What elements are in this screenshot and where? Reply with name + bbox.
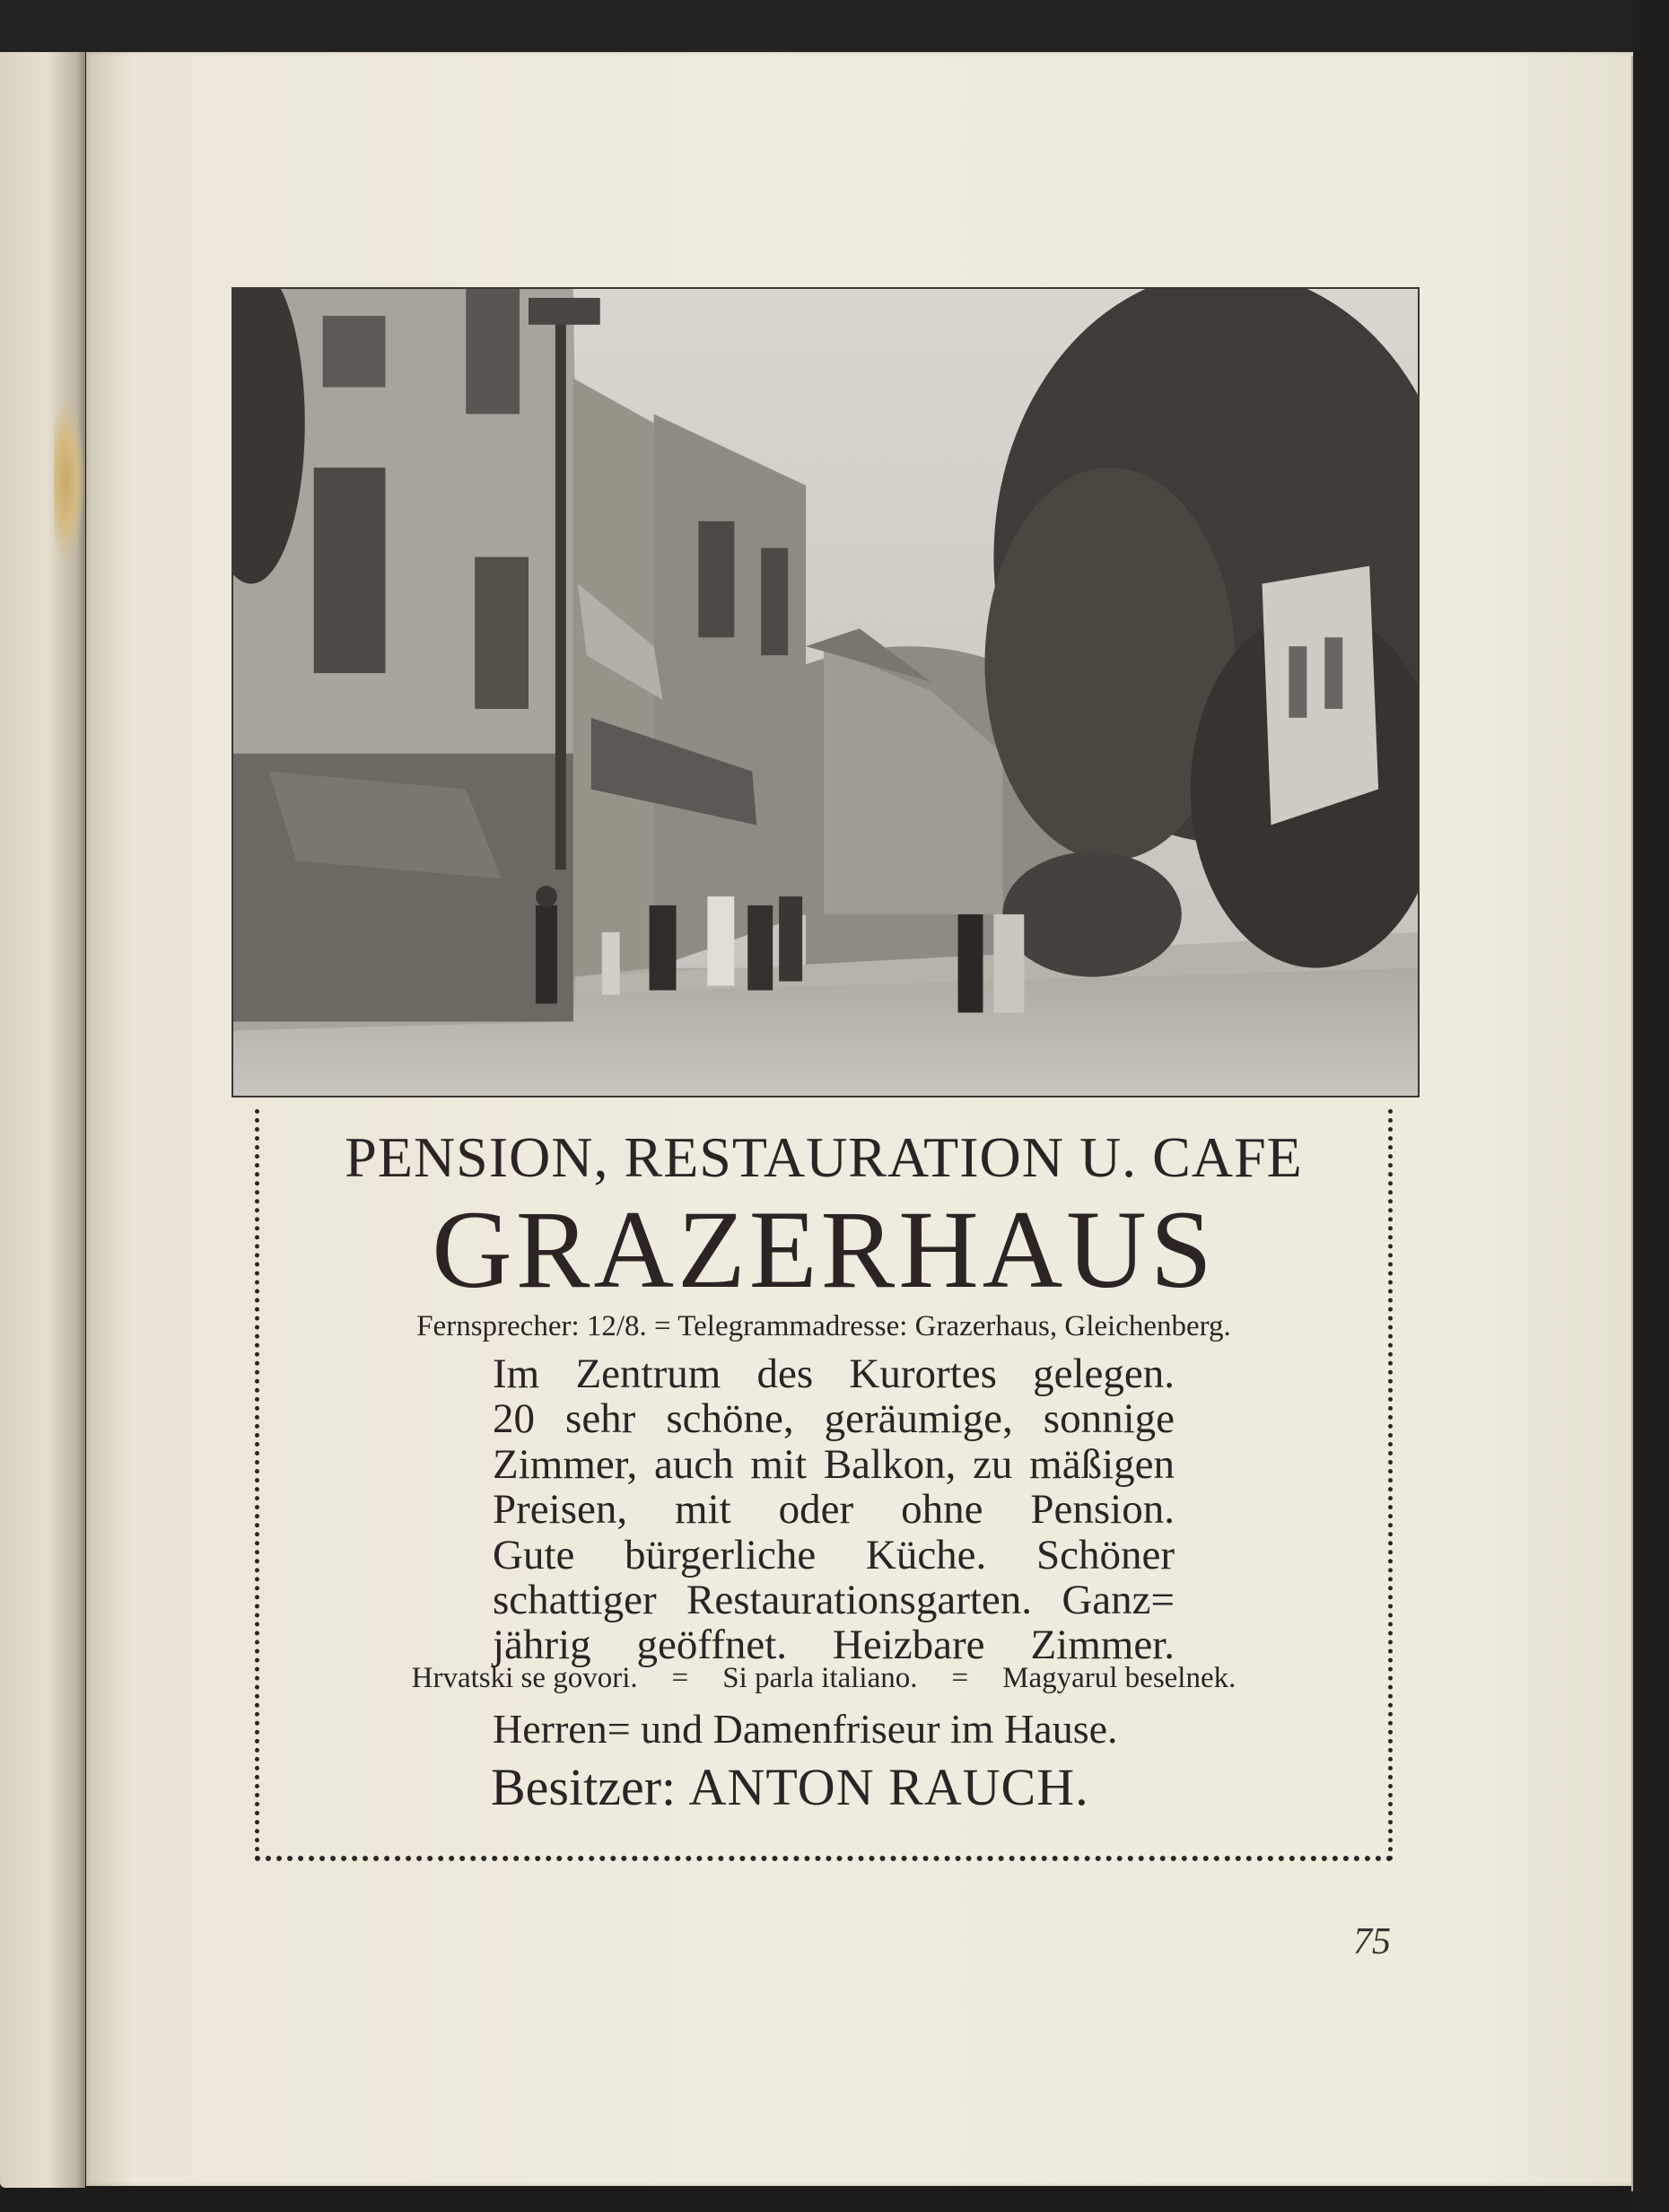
language-croatian: Hrvatski se govori. (411, 1662, 638, 1694)
advert-business-name: GRAZERHAUS (432, 1188, 1216, 1311)
description-line: 20 sehr schöne, geräumige, sonnige (493, 1395, 1175, 1443)
language-italian: Si parla italiano. (722, 1662, 918, 1694)
language-hungarian: Magyarul beselnek. (1002, 1662, 1236, 1694)
description-line: schattiger Restaurationsgarten. Ganz= (493, 1577, 1175, 1624)
owner-label: Besitzer: (491, 1758, 677, 1816)
description-line: jährig geöffnet. Heizbare Zimmer. (493, 1622, 1175, 1669)
languages-line (259, 1662, 1388, 1695)
description-line: Gute bürgerliche Küche. Schöner (493, 1531, 1175, 1578)
page-number: 75 (1353, 1921, 1391, 1963)
separator: = (671, 1662, 689, 1694)
hairdresser-line: Herren= und Damenfriseur im Hause. (493, 1706, 1118, 1752)
advert-contact-line: Fernsprecher: 12/8. = Telegrammadresse: Grazerhaus, Gleichenberg. (416, 1310, 1231, 1342)
street-scene-image (233, 289, 1418, 1096)
advert-frame (255, 1109, 1393, 1861)
separator: = (951, 1662, 969, 1694)
owner-name: ANTON RAUCH. (688, 1758, 1089, 1816)
description-line: Zimmer, auch mit Balkon, zu mäßigen (493, 1440, 1175, 1488)
street-photograph (232, 287, 1420, 1097)
paper-stain (54, 402, 84, 559)
advert-subheading: PENSION, RESTAURATION U. CAFE (345, 1125, 1303, 1189)
description-line: Im Zentrum des Kurortes gelegen. (493, 1351, 1175, 1397)
description-line: Preisen, mit oder ohne Pension. (493, 1486, 1175, 1534)
scan-right-border (1633, 0, 1669, 2212)
scan-top-border (0, 0, 1669, 54)
owner-line (491, 1757, 1089, 1817)
left-page-edge (0, 52, 85, 2188)
advert-description (493, 1351, 1175, 1668)
